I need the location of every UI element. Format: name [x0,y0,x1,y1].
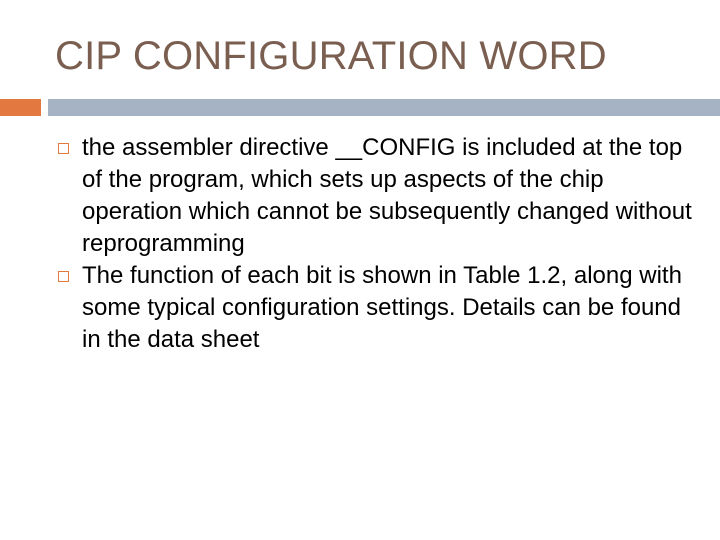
bullet-list [58,132,698,356]
hollow-square-bullet-icon [58,271,69,282]
bullet-item [58,260,698,356]
bullet-item [58,132,698,260]
accent-bar-right [48,99,720,116]
accent-bar-left [0,99,41,116]
page-title: CIP CONFIGURATION WORD [55,34,607,78]
bullet-text: The function of each bit is shown in Table 1.2, along with some typical configuration settings. Details can be found in the data sheet [82,262,682,353]
bullet-text: the assembler directive __CONFIG is included at the top of the program, which sets up aspects of the chip operation which cannot be subsequently changed without reprogramming [82,134,692,257]
hollow-square-bullet-icon [58,143,69,154]
